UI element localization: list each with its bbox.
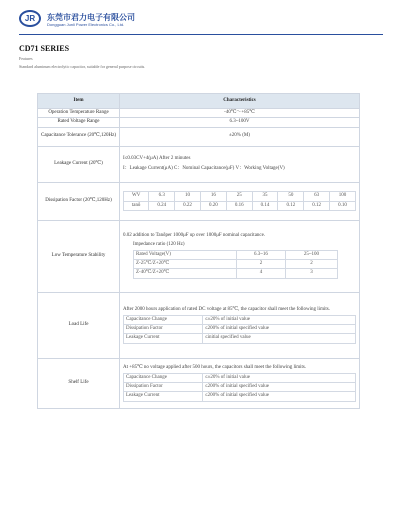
load-life-table bbox=[123, 315, 356, 344]
table-row bbox=[38, 182, 360, 220]
leakage-note: I：Leakage Current(μA) C：Nominal Capacitance(μF) V：Working Voltage(V) bbox=[123, 166, 285, 171]
table-header-row bbox=[38, 94, 360, 109]
tan-cell: 0.12 bbox=[278, 201, 304, 210]
table-row bbox=[38, 127, 360, 146]
load-life-desc: After 2000 hours application of rated DC voltage at 85℃, the capacitor shall meet the following limits. bbox=[123, 306, 330, 312]
list-item bbox=[124, 334, 356, 343]
logo-text: JR bbox=[24, 14, 36, 23]
wv-cell: 10 bbox=[175, 192, 201, 201]
features-text: Standard aluminum electrolytic capacitor, suitable for general purpose circuits. bbox=[19, 64, 146, 69]
op-temp-value: -40℃～+85℃ bbox=[120, 109, 360, 118]
load-life-value: ≤±20% of initial value bbox=[202, 315, 355, 324]
rated-voltage-col-label: Rated Voltage(V) bbox=[134, 250, 237, 259]
rv-col: 25~100 bbox=[285, 250, 337, 259]
table-row bbox=[38, 146, 360, 182]
leakage-label: Leakage Current (20℃) bbox=[38, 146, 120, 182]
wv-cell: 100 bbox=[330, 192, 356, 201]
company-logo bbox=[19, 10, 41, 27]
wv-cell: 16 bbox=[200, 192, 226, 201]
rated-voltage-label: Rated Voltage Range bbox=[38, 118, 120, 127]
header-divider bbox=[19, 34, 383, 35]
list-item bbox=[124, 373, 356, 382]
shelf-life-key: Dissipation Factor bbox=[124, 383, 203, 392]
wv-cell: 50 bbox=[278, 192, 304, 201]
table-row bbox=[38, 220, 360, 292]
col-characteristics-header: Characteristics bbox=[120, 94, 360, 109]
low-temp-label: Low Temperature Stability bbox=[38, 220, 120, 292]
tan-label: tanδ bbox=[124, 201, 149, 210]
company-name-cn: 东莞市君力电子有限公司 bbox=[47, 13, 135, 22]
table-row bbox=[38, 292, 360, 358]
list-item bbox=[124, 383, 356, 392]
shelf-life-cell bbox=[120, 358, 360, 408]
list-item bbox=[124, 325, 356, 334]
tan-row bbox=[124, 201, 356, 210]
table-row bbox=[38, 358, 360, 408]
impedance-val: 3 bbox=[285, 269, 337, 278]
tan-cell: 0.24 bbox=[149, 201, 175, 210]
table-row bbox=[38, 118, 360, 127]
shelf-life-value: ≤200% of initial specified value bbox=[202, 383, 355, 392]
impedance-row-label: Z-25℃/Z+20℃ bbox=[134, 260, 237, 269]
op-temp-label: Operation Temperature Range bbox=[38, 109, 120, 118]
company-name-en: Dongguan Junli Power Electronics Co., Ltd. bbox=[47, 22, 125, 27]
rated-voltage-value: 6.3~100V bbox=[120, 118, 360, 127]
tan-cell: 0.16 bbox=[226, 201, 252, 210]
load-life-key: Leakage Current bbox=[124, 334, 203, 343]
list-item bbox=[124, 392, 356, 401]
dissipation-note: 0.02 addition to Tanδper 1000μF up over 1000μF nominal capacitance. bbox=[123, 233, 266, 239]
impedance-row-label: Z-40℃/Z+20℃ bbox=[134, 269, 237, 278]
list-item bbox=[124, 315, 356, 324]
wv-cell: 63 bbox=[304, 192, 330, 201]
impedance-table bbox=[133, 250, 338, 279]
shelf-life-value: ≤200% of initial specified value bbox=[202, 392, 355, 401]
dissipation-label: Dissipation Factor (20℃,120Hz) bbox=[38, 182, 120, 220]
cap-tolerance-label: Capacitance Tolerance (20℃,120Hz) bbox=[38, 127, 120, 146]
features-heading: Features bbox=[19, 56, 33, 61]
load-life-value: ≤200% of initial specified value bbox=[202, 325, 355, 334]
wv-label: WV bbox=[124, 192, 149, 201]
cap-tolerance-value: ±20% (M) bbox=[120, 127, 360, 146]
leakage-formula: I≤0.03CV+4(μA) After 2 minutes bbox=[123, 155, 191, 161]
shelf-life-label: Shelf Life bbox=[38, 358, 120, 408]
wv-cell: 6.3 bbox=[149, 192, 175, 201]
page-header bbox=[19, 9, 383, 33]
load-life-cell bbox=[120, 292, 360, 358]
series-title: CD71 SERIES bbox=[19, 44, 70, 53]
tan-cell: 0.12 bbox=[304, 201, 330, 210]
shelf-life-table bbox=[123, 373, 356, 402]
load-life-value: ≤initial specified value bbox=[202, 334, 355, 343]
impedance-val: 4 bbox=[237, 269, 286, 278]
impedance-row bbox=[134, 260, 338, 269]
shelf-life-desc: At +85℃ no voltage applied after 500 hours, the capacitors shall meet the following limits. bbox=[123, 364, 307, 370]
dissipation-cell bbox=[120, 182, 360, 220]
dissipation-table bbox=[123, 191, 356, 211]
impedance-header-row bbox=[134, 250, 338, 259]
shelf-life-value: ≤±20% of initial value bbox=[202, 373, 355, 382]
low-temp-cell bbox=[120, 220, 360, 292]
load-life-label: Load Life bbox=[38, 292, 120, 358]
tan-cell: 0.10 bbox=[330, 201, 356, 210]
shelf-life-key: Leakage Current bbox=[124, 392, 203, 401]
impedance-row bbox=[134, 269, 338, 278]
tan-cell: 0.20 bbox=[200, 201, 226, 210]
impedance-val: 2 bbox=[237, 260, 286, 269]
wv-cell: 25 bbox=[226, 192, 252, 201]
leakage-cell bbox=[120, 146, 360, 182]
table-row bbox=[38, 109, 360, 118]
rv-col: 6.3~16 bbox=[237, 250, 286, 259]
col-item-header: Item bbox=[38, 94, 120, 109]
wv-cell: 35 bbox=[252, 192, 278, 201]
spec-table bbox=[37, 93, 360, 409]
tan-cell: 0.14 bbox=[252, 201, 278, 210]
wv-row bbox=[124, 192, 356, 201]
load-life-key: Dissipation Factor bbox=[124, 325, 203, 334]
impedance-title: Impedance ratio (120 Hz) bbox=[133, 241, 185, 247]
shelf-life-key: Capacitance Change bbox=[124, 373, 203, 382]
tan-cell: 0.22 bbox=[175, 201, 201, 210]
impedance-val: 2 bbox=[285, 260, 337, 269]
load-life-key: Capacitance Change bbox=[124, 315, 203, 324]
